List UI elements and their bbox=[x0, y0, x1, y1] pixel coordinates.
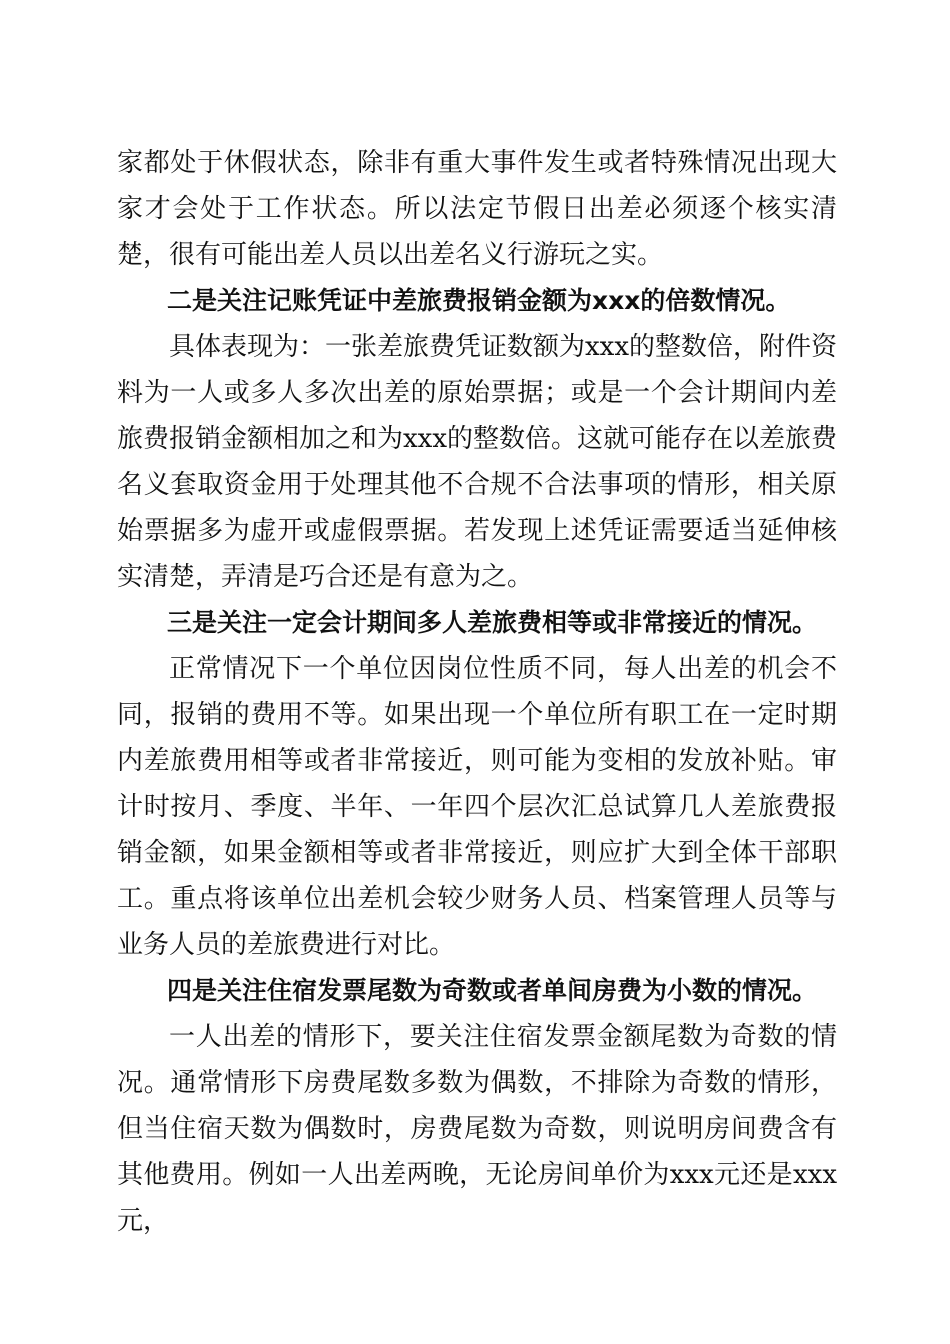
section-heading-2: 二是关注记账凭证中差旅费报销金额为xxx的倍数情况。 bbox=[167, 286, 791, 315]
paragraph-body: 一人出差的情形下，要关注住宿发票金额尾数为奇数的情况。通常情形下房费尾数多数为偶数，不排除为奇数的情形，但当住宿天数为偶数时，房费尾数为奇数，则说明房间费含有其他费用。例如一人出差两晚，无论房间单价为xxx元还是xxx元， bbox=[117, 1022, 837, 1236]
document-body bbox=[117, 140, 837, 1244]
section-heading-3: 三是关注一定会计期间多人差旅费相等或非常接近的情况。 bbox=[167, 608, 818, 637]
paragraph-body: 具体表现为：一张差旅费凭证数额为xxx的整数倍，附件资料为一人或多人多次出差的原始票据；或是一个会计期间内差旅费报销金额相加之和为xxx的整数倍。这就可能存在以差旅费名义套取资金用于处理其他不合规不合法事项的情形，相关原始票据多为虚开或虚假票据。若发现上述凭证需要适当延伸核实清楚，弄清是巧合还是有意为之。 bbox=[117, 332, 837, 592]
paragraph-continuation: 家都处于休假状态，除非有重大事件发生或者特殊情况出现大家才会处于工作状态。所以法定节假日出差必须逐个核实清楚，很有可能出差人员以出差名义行游玩之实。 bbox=[117, 148, 837, 270]
paragraph-body: 正常情况下一个单位因岗位性质不同，每人出差的机会不同，报销的费用不等。如果出现一个单位所有职工在一定时期内差旅费用相等或者非常接近，则可能为变相的发放补贴。审计时按月、季度、半年、一年四个层次汇总试算几人差旅费报销金额，如果金额相等或者非常接近，则应扩大到全体干部职工。重点将该单位出差机会较少财务人员、档案管理人员等与业务人员的差旅费进行对比。 bbox=[117, 654, 837, 960]
section-heading-4: 四是关注住宿发票尾数为奇数或者单间房费为小数的情况。 bbox=[167, 976, 818, 1005]
